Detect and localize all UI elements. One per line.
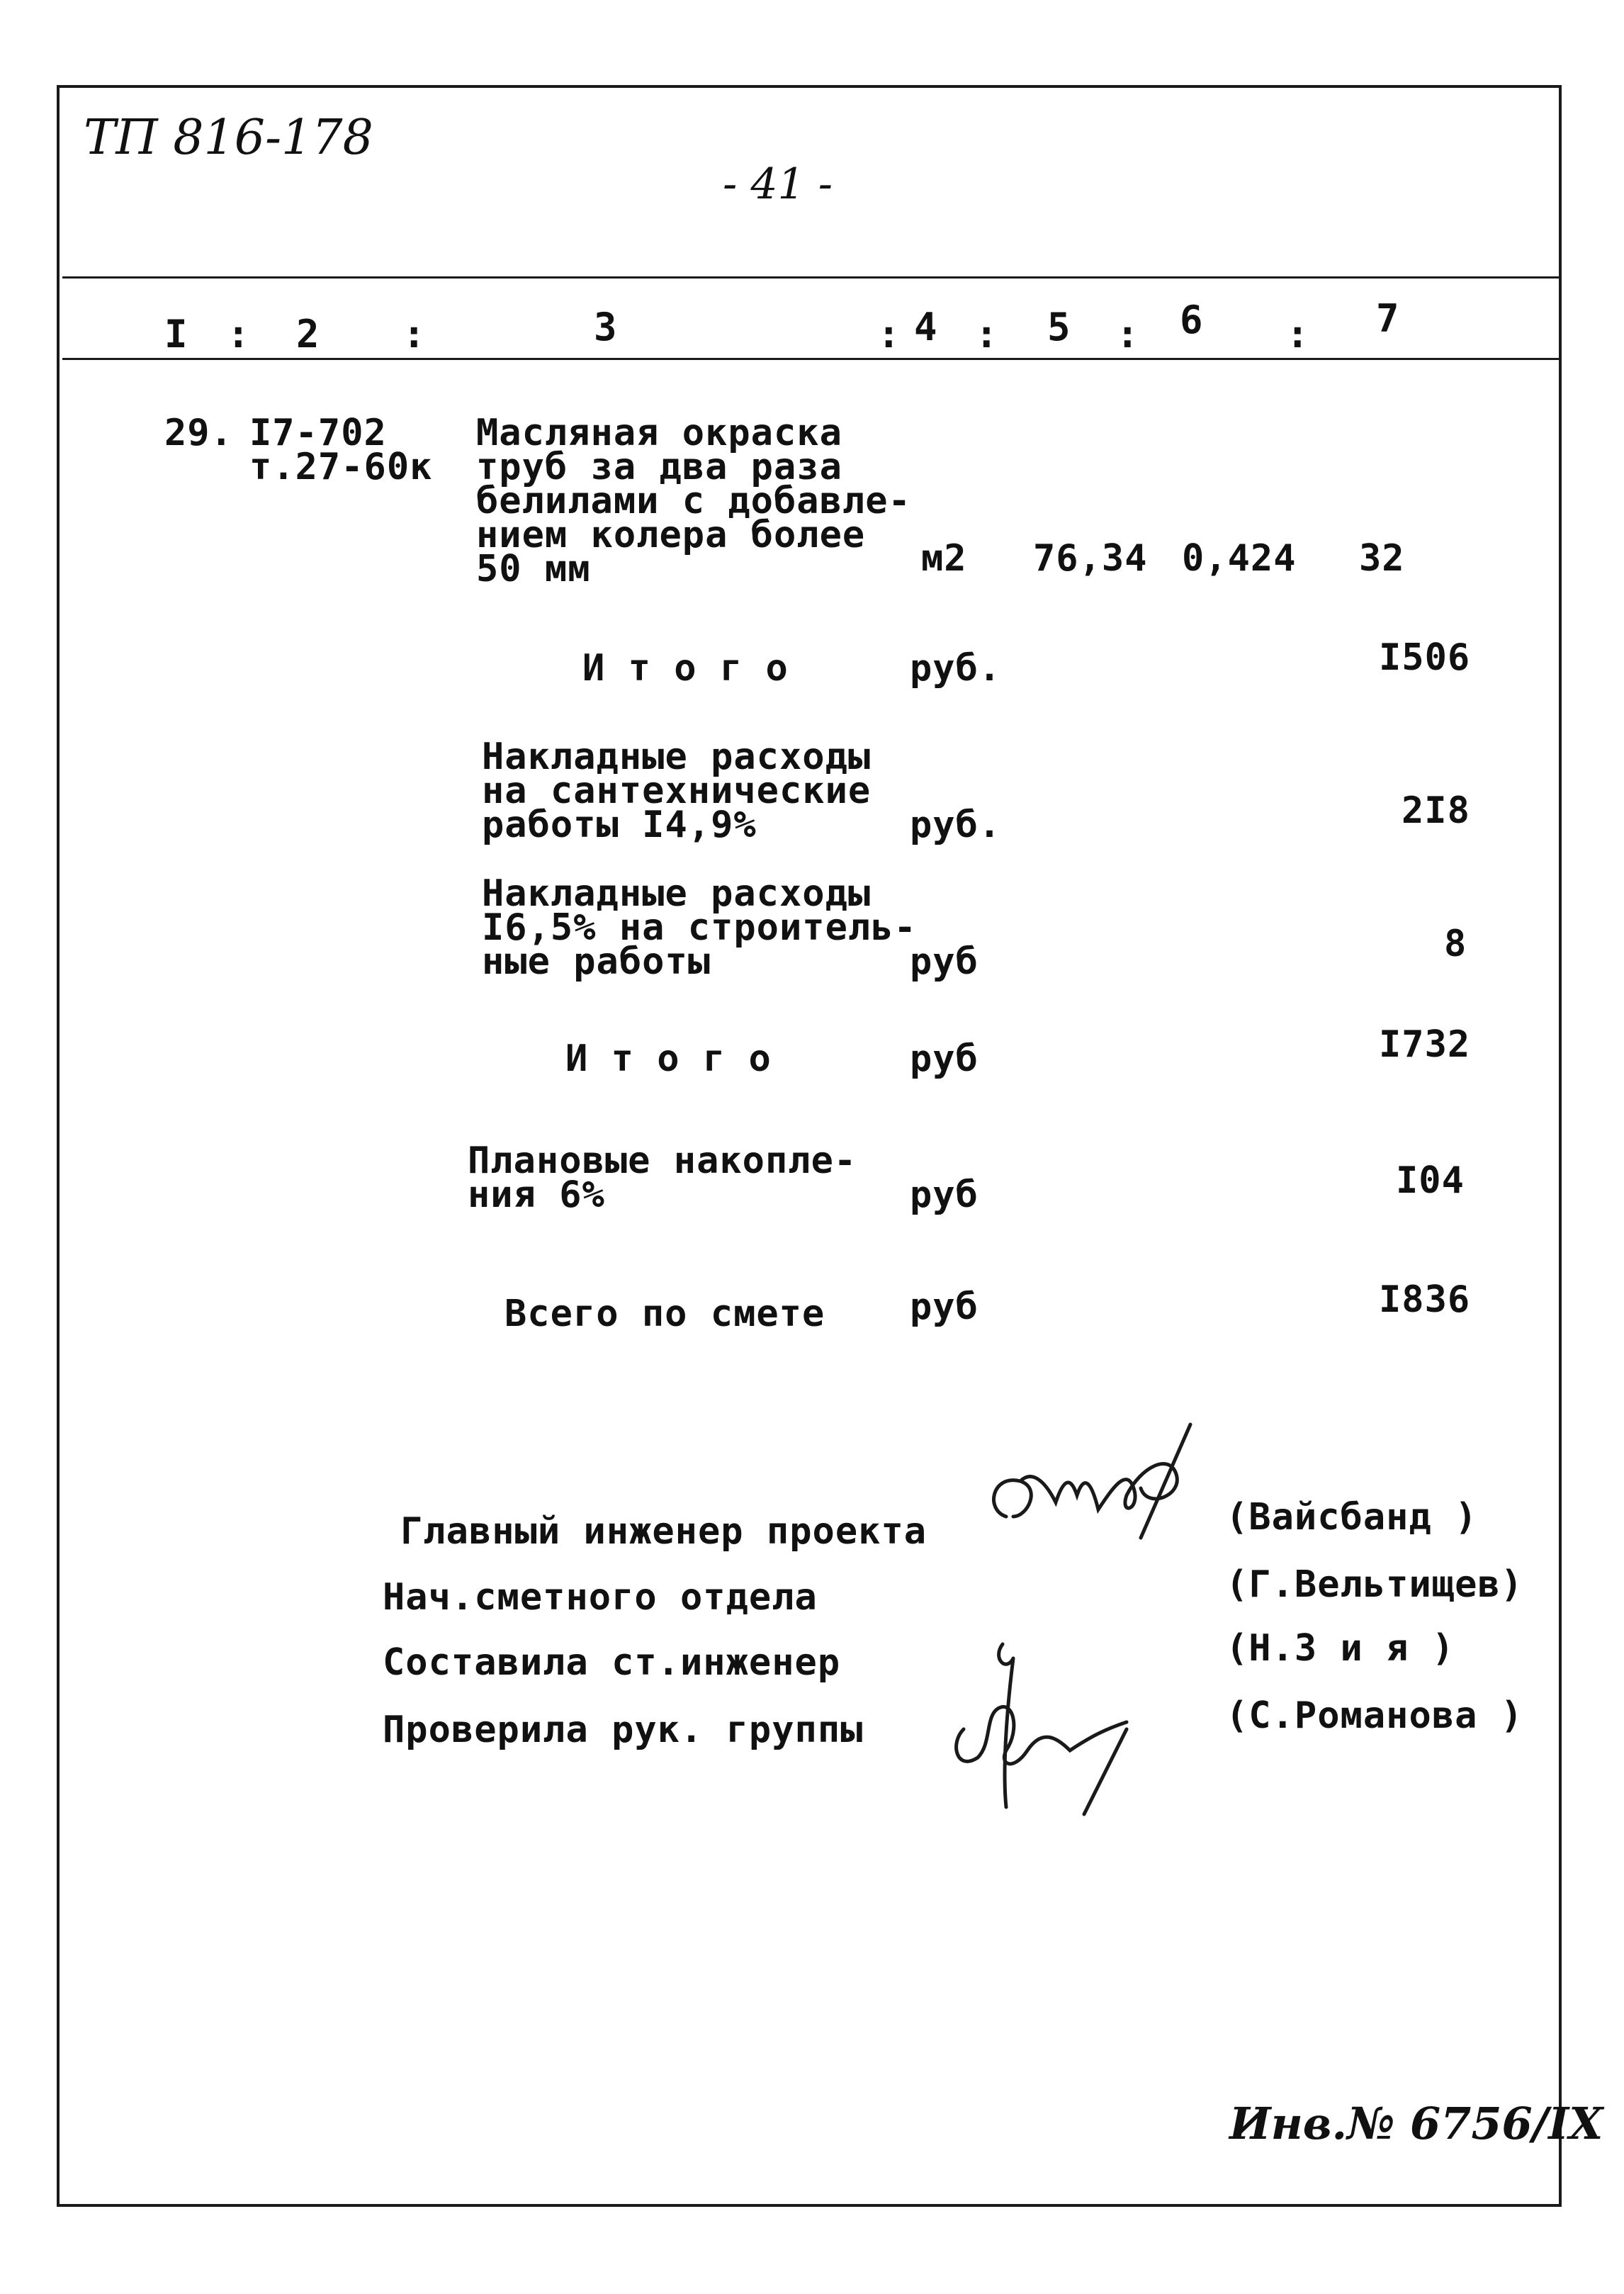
subtotal-2-unit: руб — [910, 1038, 979, 1080]
column-header-divider — [62, 358, 1560, 360]
overhead-plumbing-value: 2I8 — [1402, 789, 1470, 832]
column-number-2: 2 — [296, 312, 320, 356]
inventory-number: Инв.№ 6756/IX — [1229, 2098, 1603, 2149]
subtotal-2-label: И т о г о — [565, 1038, 772, 1080]
item-description: 50 мм — [476, 548, 591, 590]
overhead-construction-unit: руб — [910, 940, 979, 983]
overhead-construction-label: ные работы — [482, 940, 711, 983]
item-number: 29. — [164, 412, 233, 454]
grand-total-label: Всего по смете — [504, 1293, 825, 1335]
column-separator: : — [402, 312, 426, 356]
item-code-reference: т.27-60к — [249, 446, 433, 488]
signature-title: Нач.сметного отдела — [383, 1576, 818, 1619]
column-number-3: 3 — [594, 305, 617, 349]
column-number-6: 6 — [1180, 298, 1203, 342]
item-total: 32 — [1359, 537, 1405, 580]
column-number-5: 5 — [1047, 305, 1071, 349]
page-number: - 41 - — [723, 159, 833, 209]
signature-name: (Вайсбанд ) — [1226, 1496, 1478, 1539]
item-code: I7-702 — [249, 412, 387, 454]
overhead-construction-value: 8 — [1444, 923, 1467, 965]
project-code: ТП 816-178 — [84, 110, 373, 166]
column-separator: : — [1116, 312, 1139, 356]
column-number-4: 4 — [914, 305, 937, 349]
column-separator: : — [975, 312, 998, 356]
chief-engineer-signature — [978, 1410, 1212, 1552]
signature-name: (С.Романова ) — [1226, 1694, 1523, 1737]
group-lead-signature — [935, 1630, 1148, 1828]
planned-accumulation-label: ния 6% — [468, 1174, 605, 1216]
overhead-plumbing-label: Накладные расходы — [482, 736, 872, 778]
signature-title: Главный инженер проекта — [400, 1510, 927, 1553]
overhead-construction-label: Накладные расходы — [482, 872, 872, 915]
overhead-plumbing-label: на сантехнические — [482, 770, 872, 812]
header-divider — [62, 276, 1560, 279]
planned-accumulation-unit: руб — [910, 1174, 979, 1216]
overhead-plumbing-label: работы I4,9% — [482, 804, 757, 846]
item-description: Масляная окраска — [476, 412, 842, 454]
column-number-1: I — [164, 312, 188, 356]
subtotal-2-value: I732 — [1379, 1023, 1471, 1066]
item-quantity: 76,34 — [1033, 537, 1148, 580]
overhead-construction-label: I6,5% на строитель- — [482, 906, 917, 949]
signature-name: (Н.З и я ) — [1226, 1627, 1455, 1670]
subtotal-value: I506 — [1379, 636, 1471, 679]
item-description: нием колера более — [476, 514, 866, 556]
signature-name: (Г.Вельтищев) — [1226, 1563, 1523, 1606]
column-separator: : — [1286, 312, 1309, 356]
item-unit-price: 0,424 — [1182, 537, 1297, 580]
planned-accumulation-value: I04 — [1396, 1159, 1465, 1202]
grand-total-value: I836 — [1379, 1278, 1471, 1321]
item-description: труб за два раза — [476, 446, 842, 488]
column-separator: : — [227, 312, 250, 356]
column-number-7: 7 — [1376, 296, 1399, 341]
item-description: белилами с добавле- — [476, 480, 911, 522]
column-separator: : — [877, 312, 901, 356]
item-unit: м2 — [921, 537, 967, 580]
planned-accumulation-label: Плановые накопле- — [468, 1140, 857, 1182]
signature-title: Проверила рук. группы — [383, 1709, 864, 1751]
subtotal-label: И т о г о — [582, 647, 789, 690]
subtotal-unit: руб. — [910, 647, 1002, 690]
overhead-plumbing-unit: руб. — [910, 804, 1002, 846]
grand-total-unit: руб — [910, 1286, 979, 1328]
signature-title: Составила ст.инженер — [383, 1641, 841, 1684]
